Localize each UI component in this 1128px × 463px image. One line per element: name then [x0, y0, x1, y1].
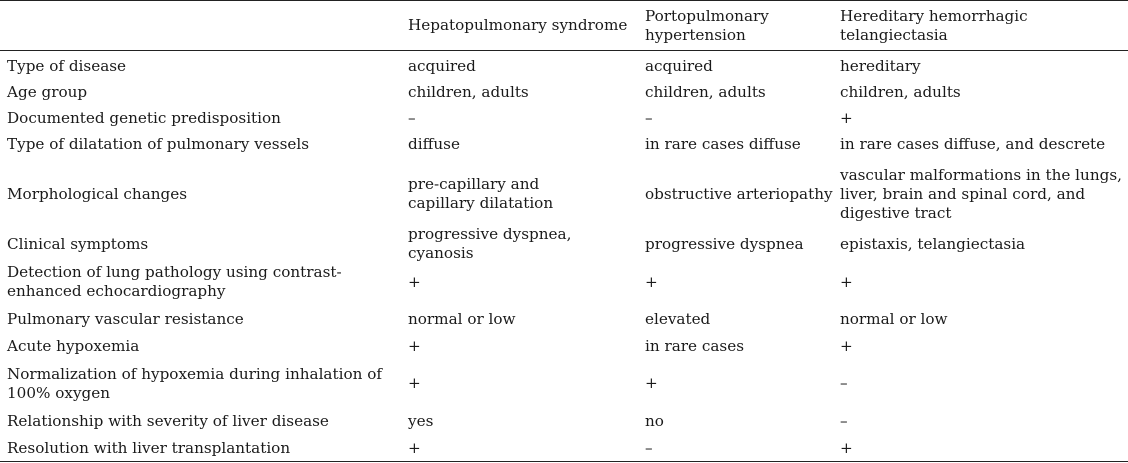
- cell-hepatopulmonary: pre-capillary and capillary dilatation: [408, 175, 554, 212]
- cell-portopulmonary: acquired: [645, 56, 713, 75]
- row-label: Morphological changes: [7, 184, 188, 203]
- table-row: [0, 53, 1128, 79]
- table-row: [0, 79, 1128, 105]
- row-label: Pulmonary vascular resistance: [7, 310, 244, 328]
- cell-portopulmonary: in rare cases diffuse: [645, 135, 801, 153]
- table-bottom-rule: [0, 461, 1128, 462]
- table-row: [0, 131, 1128, 158]
- header-cell-portopulmonary: Portopulmonary hypertension: [645, 6, 769, 44]
- table-row: [0, 158, 1128, 230]
- cell-hepatopulmonary: acquired: [408, 56, 476, 75]
- cell-hht: epistaxis, telangiectasia: [840, 234, 1026, 253]
- table-header-row: [0, 2, 1128, 49]
- cell-hepatopulmonary: yes: [408, 412, 434, 430]
- cell-hht: –: [840, 412, 848, 430]
- cell-hht: normal or low: [840, 310, 948, 328]
- cell-portopulmonary: no: [645, 412, 664, 430]
- cell-hht: +: [840, 108, 853, 127]
- table-header-rule: [0, 50, 1128, 51]
- table-row: [0, 258, 1128, 306]
- table-row: [0, 306, 1128, 333]
- header-cell-hht: Hereditary hemorrhagic telangiectasia: [840, 6, 1028, 44]
- row-label: Documented genetic predisposition: [7, 108, 281, 127]
- table-row: [0, 105, 1128, 131]
- table-row: [0, 408, 1128, 435]
- table-top-rule: [0, 0, 1128, 1]
- cell-hht: children, adults: [840, 82, 961, 101]
- cell-hht: hereditary: [840, 56, 921, 75]
- cell-hepatopulmonary: diffuse: [408, 135, 460, 153]
- row-label: Age group: [7, 82, 88, 101]
- cell-portopulmonary: obstructive arteriopathy: [645, 184, 833, 203]
- cell-hepatopulmonary: +: [408, 438, 421, 457]
- table-row: [0, 359, 1128, 408]
- cell-hht: +: [840, 272, 853, 291]
- cell-hepatopulmonary: +: [408, 336, 421, 355]
- row-label: Type of dilatation of pulmonary vessels: [7, 135, 309, 153]
- cell-portopulmonary: –: [645, 438, 653, 457]
- cell-hht: vascular malformations in the lungs, liver, brain and spinal cord, and digestive tract: [840, 165, 1122, 222]
- header-cell-hepatopulmonary: Hepatopulmonary syndrome: [408, 16, 628, 34]
- cell-hepatopulmonary: children, adults: [408, 82, 529, 101]
- table-row: [0, 435, 1128, 461]
- cell-hepatopulmonary: +: [408, 374, 421, 392]
- cell-portopulmonary: in rare cases: [645, 336, 744, 355]
- row-label: Detection of lung pathology using contrast-enhanced echocardiography: [7, 263, 342, 300]
- row-label: Normalization of hypoxemia during inhalation of 100% oxygen: [7, 364, 382, 402]
- cell-hht: in rare cases diffuse, and descrete: [840, 135, 1106, 153]
- table-row: [0, 333, 1128, 359]
- row-label: Relationship with severity of liver disease: [7, 412, 329, 430]
- cell-portopulmonary: –: [645, 108, 653, 127]
- cell-hepatopulmonary: +: [408, 272, 421, 291]
- table-row: [0, 225, 1128, 262]
- cell-portopulmonary: elevated: [645, 310, 711, 328]
- cell-hht: +: [840, 336, 853, 355]
- header-cell-blank: [7, 2, 399, 49]
- cell-hht: +: [840, 438, 853, 457]
- cell-portopulmonary: progressive dyspnea: [645, 234, 804, 253]
- row-label: Acute hypoxemia: [7, 336, 140, 355]
- cell-hepatopulmonary: normal or low: [408, 310, 516, 328]
- cell-portopulmonary: children, adults: [645, 82, 766, 101]
- cell-hht: –: [840, 374, 848, 392]
- row-label: Clinical symptoms: [7, 234, 149, 253]
- cell-hepatopulmonary: –: [408, 108, 416, 127]
- row-label: Type of disease: [7, 56, 127, 75]
- cell-portopulmonary: +: [645, 272, 658, 291]
- cell-portopulmonary: +: [645, 374, 658, 392]
- row-label: Resolution with liver transplantation: [7, 438, 291, 457]
- cell-hepatopulmonary: progressive dyspnea, cyanosis: [408, 225, 572, 262]
